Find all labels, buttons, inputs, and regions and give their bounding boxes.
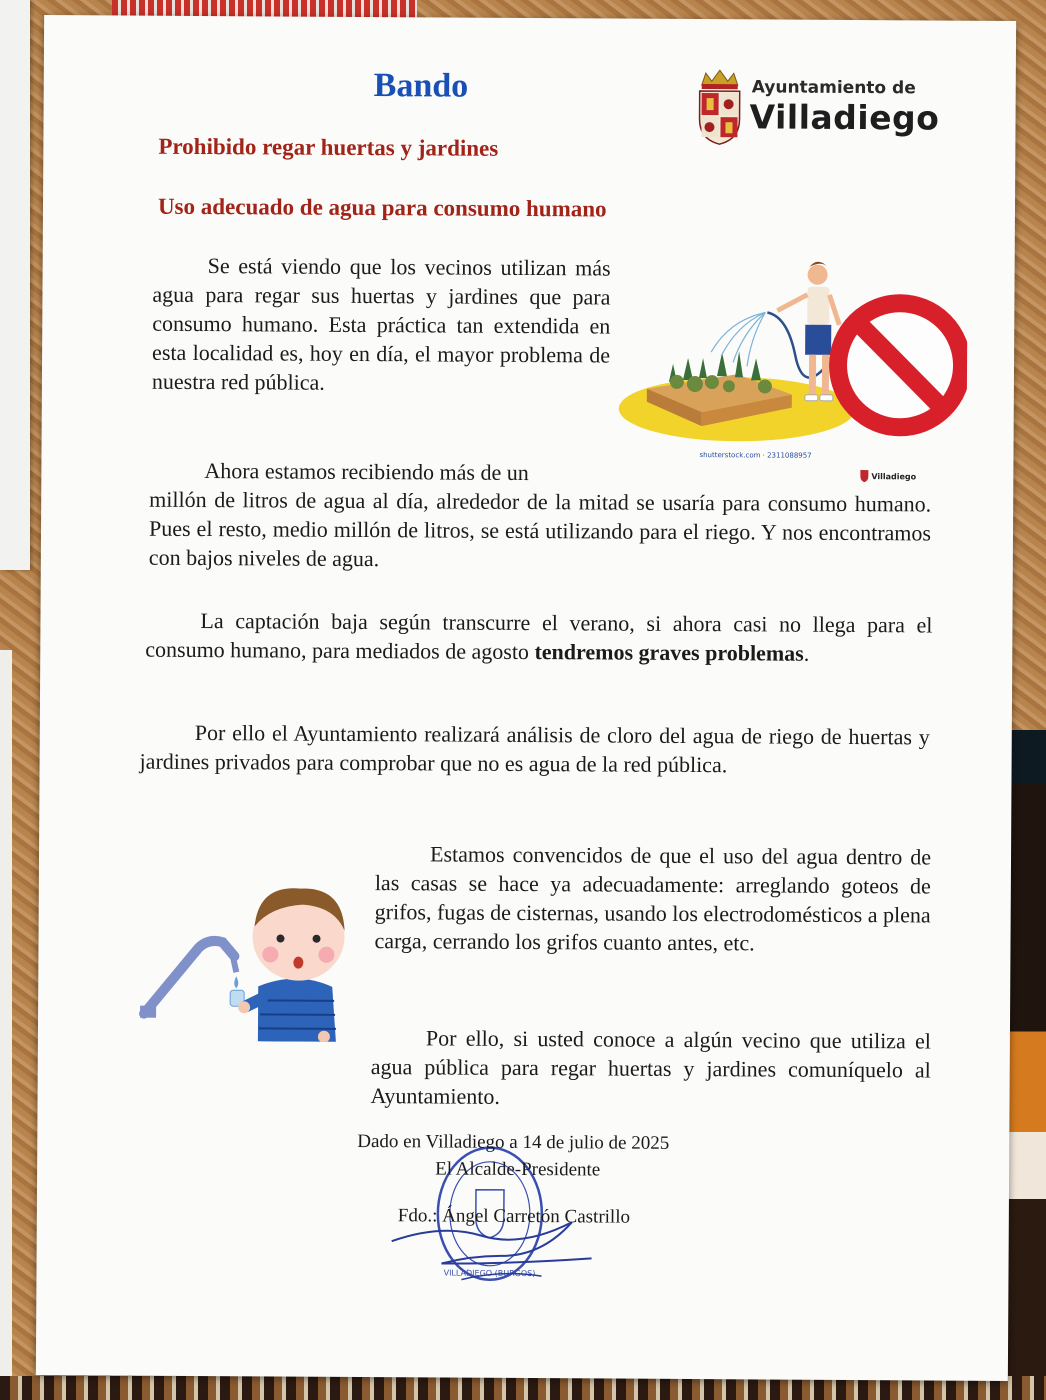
mini-logo-text: Villadiego	[871, 472, 917, 482]
paragraph-4	[140, 718, 930, 781]
paragraph-5-text: Estamos convencidos de que el uso del agua dentro de las casas se hace ya adecuadamente: arreglando goteos de grifos, fugas de cisternas, usando los electrodomésticos a plena carga, cerrando los grifos cuanto antes, etc.	[374, 841, 932, 956]
notice-title: Bando	[373, 67, 469, 105]
paragraph-3	[145, 606, 932, 669]
seal-text: VILLADIEGO (BURGOS)	[443, 1268, 536, 1279]
child-tap-illustration	[136, 866, 357, 1042]
paragraph-3-end: .	[803, 640, 810, 666]
gardener-illustration	[616, 244, 967, 461]
paragraph-2	[149, 456, 932, 577]
paragraph-6-text: Por ello, si usted conoce a algún vecino que utiliza el agua pública para regar huertas y jardines comuníquelo al Ayuntamiento.	[370, 1025, 931, 1109]
signature-date-line: Dado en Villadiego a 14 de julio de 2025	[357, 1130, 670, 1154]
paragraph-1-text: Se está viendo que los vecinos utilizan más agua para regar sus huertas y jardines que para consumo humano. Esta práctica tan extendida en esta localidad es, hoy en día, el mayor problema de nuestra red pública.	[151, 253, 611, 395]
neighbor-paper-left-lower	[0, 650, 12, 1400]
villadiego-logo	[695, 67, 955, 149]
paragraph-3-bold: tendremos graves problemas	[534, 639, 804, 666]
paragraph-2-start: Ahora estamos recibiendo más de un	[204, 458, 529, 486]
coat-of-arms-icon	[695, 67, 743, 145]
signature-title-line: El Alcalde-Presidente	[435, 1158, 601, 1181]
logo-line-2: Villadiego	[749, 97, 940, 138]
paragraph-4-text: Por ello el Ayuntamiento realizará análisis de cloro del agua de riego de huertas y jardines privados para comprobar que no es agua de la red pública.	[139, 719, 930, 778]
paragraph-6	[370, 1023, 931, 1113]
signature-name-line: Fdo.: Ángel Carretón Castrillo	[397, 1205, 631, 1228]
neighbor-paper-left	[0, 0, 30, 570]
notice-paper	[36, 15, 1016, 1381]
paragraph-5	[374, 839, 931, 958]
logo-line-1: Ayuntamiento de	[751, 77, 916, 99]
prohibition-icon	[838, 303, 963, 428]
paragraph-3-text: La captación baja según transcurre el verano, si ahora casi no llega para el consumo humano, para mediados de agosto	[145, 608, 933, 665]
subtitle-prohibition: Prohibido regar huertas y jardines	[158, 133, 499, 161]
image-caption: shutterstock.com · 2311088957	[699, 451, 812, 460]
paragraph-1	[152, 251, 611, 399]
subtitle-water-use: Uso adecuado de agua para consumo humano	[157, 193, 607, 222]
paragraph-2-rest: millón de litros de agua al día, alrededor de la mitad se usaría para consumo humano. Pues el resto, medio millón de litros, se está utilizando para el riego. Y nos encontramos con bajos niveles de agua.	[148, 486, 932, 572]
